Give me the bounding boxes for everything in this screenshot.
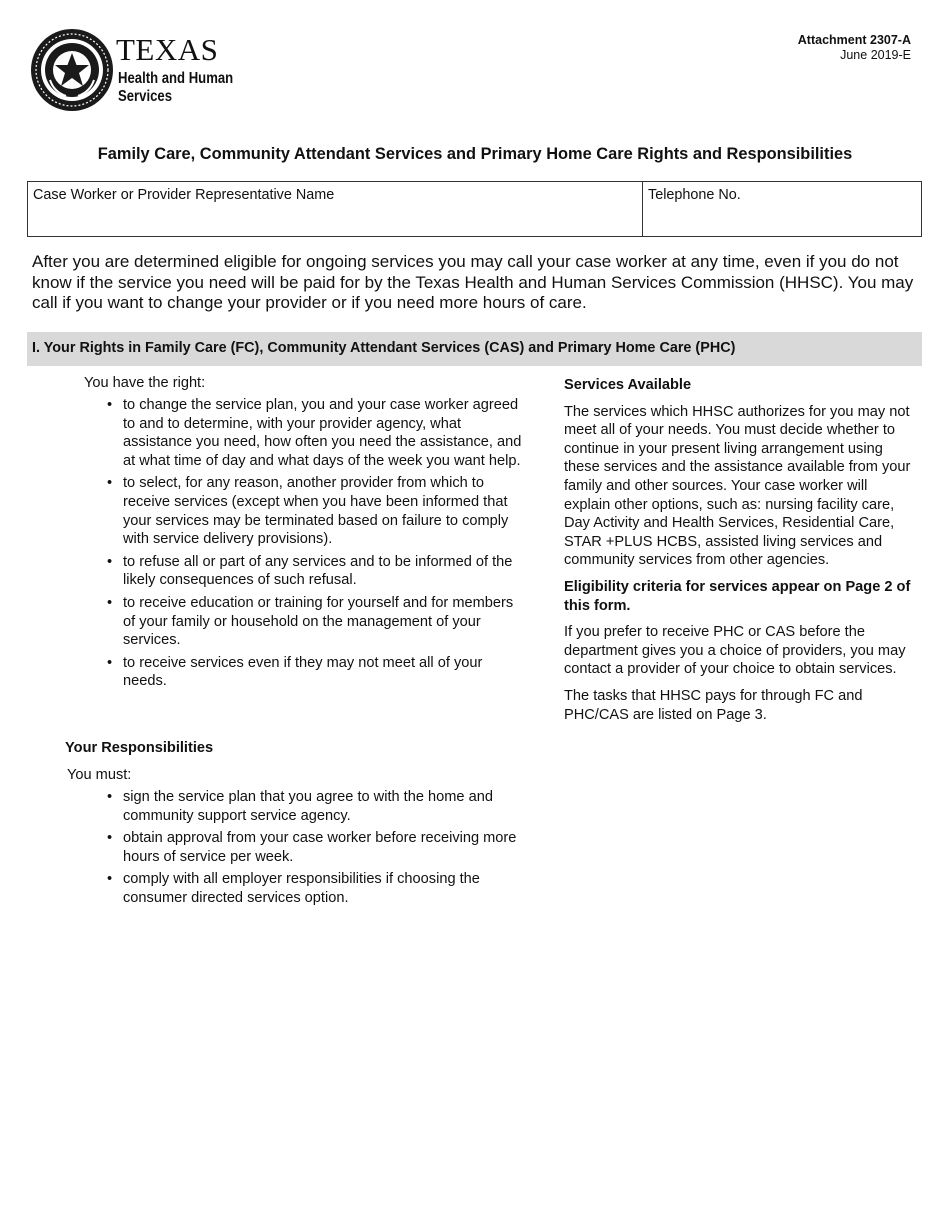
- tasks-paragraph: The tasks that HHSC pays for through FC and PHC/CAS are listed on Page 3.: [564, 687, 863, 723]
- list-item: [107, 654, 523, 691]
- responsibilities-list: [107, 788, 523, 912]
- list-item-text: to select, for any reason, another provider from which to receive services (except when you have been informed that your services may be terminated based on failure to comply with service delivery provisions).: [123, 475, 509, 548]
- rights-list: [107, 396, 523, 695]
- telephone-label: Telephone No.: [648, 187, 741, 203]
- bullet-icon: •: [107, 475, 113, 492]
- list-item-text: to receive services even if they may not meet all of your needs.: [123, 654, 483, 690]
- logo-subtitle-line1: Health and Human: [118, 70, 234, 87]
- list-item-text: sign the service plan that you agree to with the home and community support service agency.: [123, 789, 493, 824]
- bullet-icon: •: [107, 594, 113, 611]
- list-item: [107, 474, 523, 548]
- responsibilities-lead: You must:: [67, 767, 132, 783]
- list-item: [107, 788, 523, 825]
- services-heading: Services Available: [564, 377, 692, 393]
- attachment-number: Attachment 2307-A: [797, 33, 911, 47]
- logo-subtitle-line2: Services: [118, 88, 172, 105]
- list-item: [107, 594, 523, 650]
- case-worker-name-label: Case Worker or Provider Representative Name: [33, 187, 335, 203]
- list-item: [107, 553, 523, 590]
- list-item-text: obtain approval from your case worker before receiving more hours of service per week.: [123, 830, 517, 865]
- attachment-date: June 2019-E: [840, 48, 911, 62]
- bullet-icon: •: [107, 789, 113, 805]
- bullet-icon: •: [107, 397, 113, 413]
- list-item-text: to change the service plan, you and your case worker agreed to and to determine, with your provider agency, what assistance you need, how often you need the assistance, and at what time of day and what days of the week you want help.: [123, 397, 522, 469]
- rights-lead: You have the right:: [84, 375, 206, 391]
- list-item: [107, 396, 523, 470]
- services-paragraph: The services which HHSC authorizes for you may not meet all of your needs. You must decide whether to continue in your present living arrangement using these services and the assistance available from your family and other sources. Your case worker will explain other options, such as: nursing facility care, Day Activity and Health Services, Residential Care, STAR +PLUS HCBS, assisted living services and community services from other agencies.: [564, 403, 911, 569]
- list-item-text: to receive education or training for yourself and for members of your family or household on the management of your services.: [123, 594, 514, 649]
- logo-subtitle: [118, 70, 233, 106]
- eligibility-heading: Eligibility criteria for services appear on Page 2 of this form.: [564, 578, 911, 614]
- intro-paragraph: After you are determined eligible for ongoing services you may call your case worker at any time, even if you do not know if the service you need will be paid for by the Texas Health and Human Services Commission (HHSC). You may call if you want to change your provider or if you need more hours of care.: [32, 252, 914, 313]
- list-item-text: comply with all employer responsibilities if choosing the consumer directed services option.: [123, 871, 480, 906]
- form-title: Family Care, Community Attendant Services and Primary Home Care Rights and Responsibilities: [97, 145, 853, 163]
- contact-fields-table: [27, 181, 922, 237]
- texas-seal-icon: [30, 28, 114, 112]
- bullet-icon: •: [107, 654, 113, 671]
- bullet-icon: •: [107, 871, 113, 888]
- hhs-logo: [30, 28, 260, 114]
- section-header: [27, 332, 922, 366]
- telephone-field[interactable]: [643, 182, 921, 236]
- list-item: [107, 829, 523, 866]
- services-column: [564, 376, 916, 732]
- bullet-icon: •: [107, 830, 113, 847]
- responsibilities-heading: Your Responsibilities: [65, 740, 214, 756]
- list-item: [107, 870, 523, 907]
- attachment-info: [798, 33, 911, 63]
- logo-texas-text: TEXAS: [116, 32, 219, 67]
- case-worker-name-field[interactable]: [28, 182, 643, 236]
- provider-choice-paragraph: If you prefer to receive PHC or CAS before the department gives you a choice of providers, you may contact a provider of your choice to obtain services.: [564, 624, 906, 678]
- section-title: I. Your Rights in Family Care (FC), Community Attendant Services (CAS) and Primary Home Care (PHC): [32, 340, 736, 356]
- bullet-icon: •: [107, 553, 113, 570]
- list-item-text: to refuse all or part of any services and to be informed of the likely consequences of such refusal.: [123, 553, 513, 589]
